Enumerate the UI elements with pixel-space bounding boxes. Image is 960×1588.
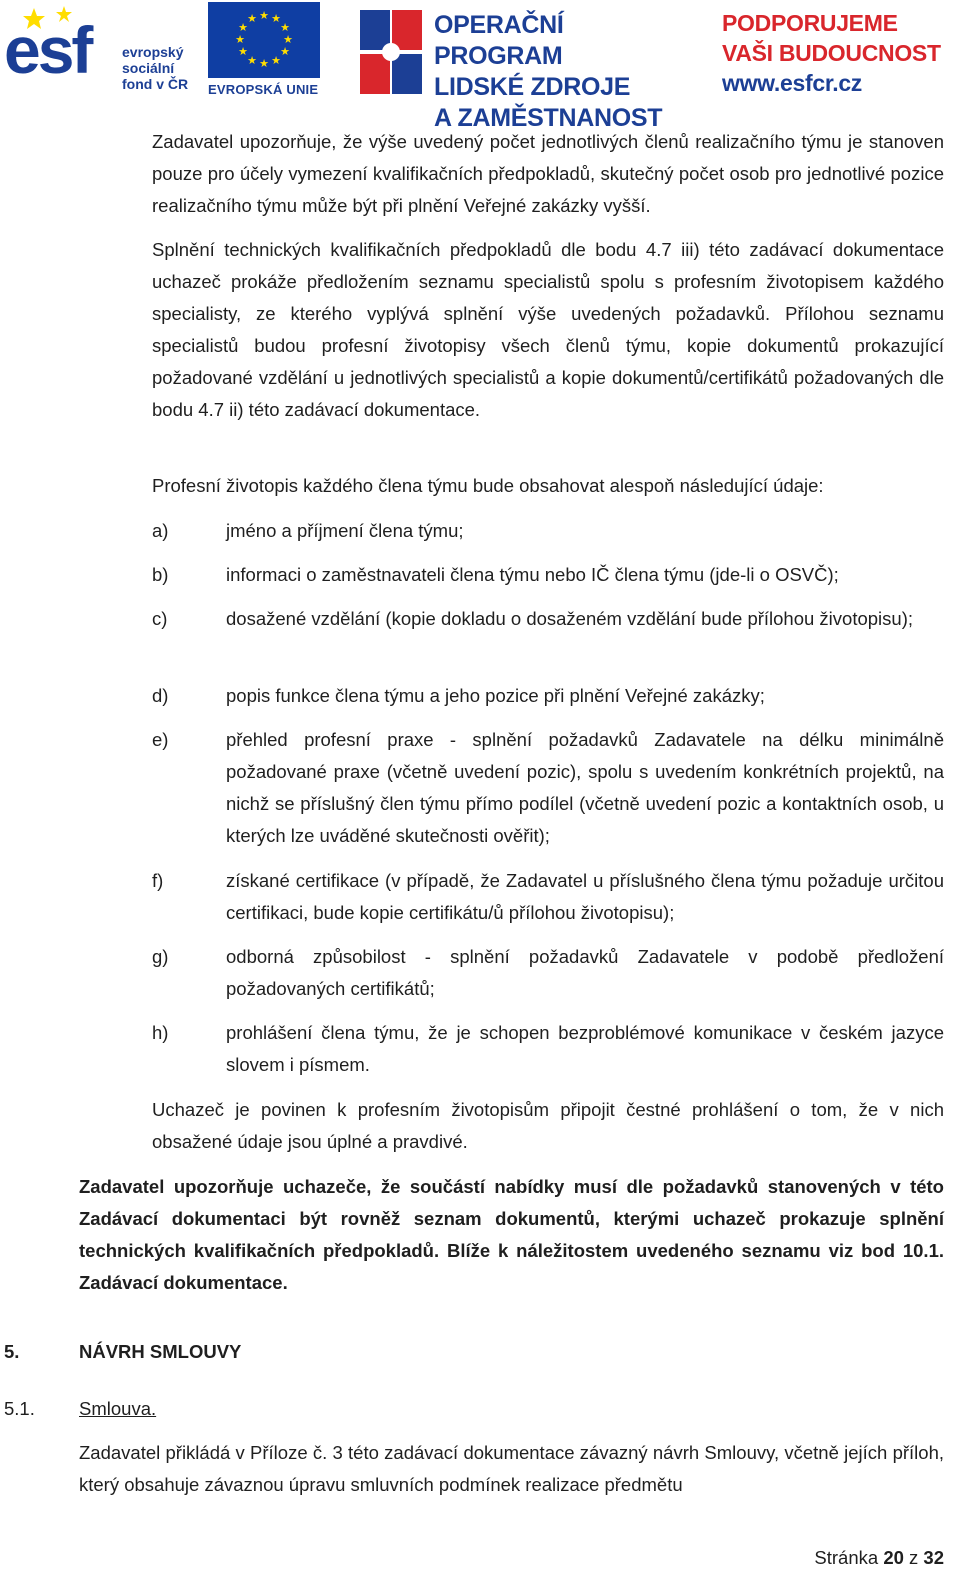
footer-separator: z [909, 1547, 919, 1568]
svg-text:★: ★ [247, 54, 257, 67]
eu-flag-icon [208, 2, 320, 78]
footer-page-total: 32 [923, 1547, 944, 1568]
list-marker: b) [152, 564, 169, 585]
esf-text-line: evropský [122, 44, 184, 60]
svg-text:★: ★ [238, 21, 248, 34]
paragraph-cv-intro: Profesní životopis každého člena týmu bude obsahovat alespoň následující údaje: [152, 475, 824, 496]
list-text: dosažené vzdělání (kopie dokladu o dosaženém vzdělání bude přílohou životopisu); [226, 608, 914, 629]
op-text-line: LIDSKÉ ZDROJE [434, 73, 631, 101]
section-number: 5. [4, 1341, 20, 1362]
op-puzzle-icon [356, 8, 426, 98]
eu-logo [208, 2, 320, 102]
list-text: jméno a příjmení člena týmu; [226, 520, 464, 541]
paragraph-contract: Zadavatel přikládá v Příloze č. 3 této zadávací dokumentace závazný návrh Smlouvy, včetně jejích příloh, který obsahuje závaznou úpravu smluvních podmínek realizace předmětu [79, 1442, 944, 1495]
list-marker: a) [152, 520, 169, 541]
section-heading: NÁVRH SMLOUVY [79, 1341, 242, 1362]
support-url: www.esfcr.cz [722, 70, 863, 96]
list-marker: g) [152, 946, 169, 967]
list-text: získané certifikace (v případě, že Zadavatel u příslušného člena týmu požaduje určitou certifikaci, bude kopie certifikátu/ů přílohou životopisu); [226, 870, 944, 923]
esf-logo [4, 4, 196, 100]
svg-text:★: ★ [247, 12, 257, 25]
support-text-line: PODPORUJEME [722, 10, 898, 36]
eu-text: EVROPSKÁ UNIE [208, 82, 319, 97]
paragraph-technical-qualification: Splnění technických kvalifikačních předpokladů dle bodu 4.7 iii) této zadávací dokumentace uchazeč prokáže předložením seznamu specialistů spolu s profesním životopisem každého specialisty, ze kterého vyplývá splnění výše uvedených požadavků. Přílohou seznamu specialistů budou profesní životopisy všech členů týmu, kopie dokumentů prokazující požadované vzdělání u jednotlivých specialistů a kopie dokumentů/certifikátů požadovaných dle bodu 4.7 ii) této zadávací dokumentace. [152, 239, 944, 420]
svg-text:★: ★ [259, 9, 269, 22]
esf-text-line: sociální [122, 60, 175, 76]
esf-letters: esf [4, 13, 91, 87]
paragraph-bold-notice: Zadavatel upozorňuje uchazeče, že součástí nabídky musí dle požadavků stanovených v této Zadávací dokumentaci být rovněž seznam dokumentů, kterými uchazeč prokazuje splnění technických kvalifikačních předpokladů. Blíže k náležitostem uvedeného seznamu viz bod 10.1. Zadávací dokumentace. [79, 1176, 944, 1293]
op-logo [356, 4, 696, 132]
svg-text:★: ★ [235, 33, 245, 46]
list-text: odborná způsobilost - splnění požadavků Zadavatele v podobě předložení požadovaných certifikátů; [226, 946, 944, 999]
page-footer [814, 1546, 944, 1570]
list-text: prohlášení člena týmu, že je schopen bezproblémové komunikace v českém jazyce slovem i písmem. [226, 1022, 944, 1075]
svg-text:★: ★ [280, 21, 290, 34]
support-text [722, 8, 956, 98]
support-text-line: VAŠI BUDOUCNOST [722, 40, 941, 66]
subsection-number: 5.1. [4, 1398, 35, 1419]
footer-page-number: 20 [883, 1547, 904, 1568]
eu-stars-icon [208, 2, 320, 78]
list-marker: d) [152, 685, 169, 706]
op-text-line: OPERAČNÍ PROGRAM [434, 11, 564, 70]
list-marker: f) [152, 870, 164, 891]
footer-label: Stránka [814, 1547, 879, 1568]
svg-text:★: ★ [280, 45, 290, 58]
svg-text:★: ★ [271, 12, 281, 25]
paragraph-affidavit: Uchazeč je povinen k profesním životopisům připojit čestné prohlášení o tom, že v nich obsažené údaje jsou úplné a pravdivé. [152, 1099, 944, 1152]
list-text: popis funkce člena týmu a jeho pozice při plnění Veřejné zakázky; [226, 685, 765, 706]
list-marker: c) [152, 608, 168, 629]
svg-text:★: ★ [238, 45, 248, 58]
op-text [434, 10, 696, 134]
esf-text [122, 44, 188, 92]
svg-text:★: ★ [271, 54, 281, 67]
page-header [0, 0, 960, 132]
svg-text:★: ★ [259, 57, 269, 70]
list-marker: h) [152, 1022, 169, 1043]
op-text-line: A ZAMĚSTNANOST [434, 104, 663, 132]
esf-text-line: fond v ČR [122, 76, 189, 92]
list-marker: e) [152, 729, 169, 750]
subsection-heading: Smlouva. [79, 1398, 157, 1419]
support-logo [722, 8, 956, 100]
svg-text:★: ★ [283, 33, 293, 46]
paragraph-team-notice: Zadavatel upozorňuje, že výše uvedený počet jednotlivých členů realizačního týmu je stanoven pouze pro účely vymezení kvalifikačních předpokladů, skutečný počet osob pro jednotlivé pozice realizačního týmu může být při plnění Veřejné zakázky vyšší. [152, 131, 944, 216]
list-text: přehled profesní praxe - splnění požadavků Zadavatele na délku minimálně požadované praxe (včetně uvedení pozic), spolu s uvedením konkrétních projektů, na nichž se příslušný člen týmu přímo podílel (včetně uvedení pozic a kontaktních osob, u kterých lze uváděné skutečnosti ověřit); [226, 729, 944, 846]
list-text: informaci o zaměstnavateli člena týmu nebo IČ člena týmu (jde-li o OSVČ); [226, 564, 839, 585]
